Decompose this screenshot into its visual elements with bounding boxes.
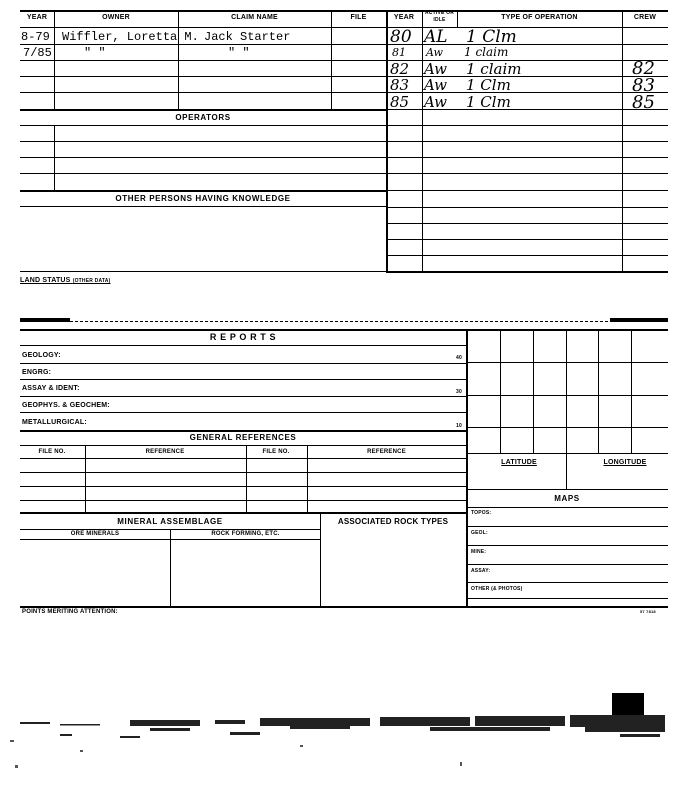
maps-topos: TOPOS: xyxy=(471,510,492,516)
row-line xyxy=(466,598,668,599)
divider-mineral xyxy=(170,529,171,606)
points-meriting-label: POINTS MERITING ATTENTION: xyxy=(22,609,118,615)
op-row-3-status: Aw xyxy=(424,60,447,78)
report-assay: ASSAY & IDENT: xyxy=(22,385,80,392)
op-row-1-type: 1 Clm xyxy=(466,27,517,47)
row-line xyxy=(20,512,466,514)
op-row-1-status: AL xyxy=(424,27,448,47)
maps-other: OTHER (& PHOTOS) xyxy=(471,586,523,592)
associated-rock-types-label: ASSOCIATED ROCK TYPES xyxy=(337,517,449,526)
row-line xyxy=(386,157,668,158)
grid-row xyxy=(466,427,668,428)
row-line xyxy=(466,582,668,583)
maps-mine: MINE: xyxy=(471,549,487,555)
grid-col xyxy=(566,329,567,453)
row-line xyxy=(386,223,668,224)
row-line xyxy=(20,345,466,346)
divider-ref xyxy=(246,445,247,512)
land-status-subtext: (OTHER DATA) xyxy=(72,278,111,284)
row-line xyxy=(20,76,386,77)
op-row-2-status: Aw xyxy=(426,46,443,59)
row-line xyxy=(20,157,386,158)
maps-geol: GEOL: xyxy=(471,530,488,536)
row-line xyxy=(20,412,466,413)
rock-forming-label: ROCK FORMING, ETC. xyxy=(211,531,280,537)
header-type-operation: TYPE OF OPERATION xyxy=(501,14,578,21)
header-owner: OWNER xyxy=(102,14,130,21)
row-line xyxy=(20,458,466,459)
row-line xyxy=(20,472,466,473)
header-bottom-line xyxy=(20,27,668,28)
ref-file-no: FILE NO. xyxy=(38,449,66,455)
owner-row-1-owner: Wiffler, Loretta M. xyxy=(62,30,199,44)
op-row-3-crew: 82 xyxy=(632,58,655,79)
longitude-label: LONGITUDE xyxy=(603,459,647,466)
owner-row-1-year: 8-79 xyxy=(21,30,50,44)
divider-ref xyxy=(85,445,86,512)
row-line xyxy=(20,445,466,446)
report-num-10: 10 xyxy=(456,423,462,429)
ref-reference: REFERENCE xyxy=(145,449,185,455)
grid-col xyxy=(631,329,632,453)
report-geology: GEOLOGY: xyxy=(22,352,61,359)
form-number: 57 7818 xyxy=(640,609,656,614)
operators-title: OPERATORS xyxy=(175,113,231,122)
header-year2: YEAR xyxy=(393,14,415,21)
row-line xyxy=(20,60,386,61)
row-line xyxy=(20,109,386,111)
row-line xyxy=(466,507,668,508)
owner-row-1-claim: Jack Starter xyxy=(204,30,291,44)
grid-col xyxy=(598,329,599,453)
row-line xyxy=(386,239,668,240)
op-row-2-year: 81 xyxy=(392,46,406,59)
row-line xyxy=(386,271,668,273)
grid-col xyxy=(500,329,501,453)
owner-row-2-year: 7/85 xyxy=(23,46,52,60)
op-row-3-year: 82 xyxy=(390,60,410,78)
op-row-5-crew: 85 xyxy=(632,92,655,113)
row-line xyxy=(20,44,386,45)
op-row-3-type: 1 claim xyxy=(466,60,522,78)
row-line xyxy=(20,173,386,174)
grid-row xyxy=(466,453,668,454)
report-metallurgical: METALLURGICAL: xyxy=(22,419,87,426)
header-crew: CREW xyxy=(633,14,657,21)
row-line xyxy=(20,190,386,192)
report-num-30: 30 xyxy=(456,389,462,395)
op-row-4-type: 1 Clm xyxy=(466,76,511,94)
top-border xyxy=(20,10,668,12)
op-row-1-year: 80 xyxy=(390,27,412,47)
row-line xyxy=(20,396,466,397)
ref-file-no-2: FILE NO. xyxy=(262,449,290,455)
land-status-label xyxy=(20,277,110,284)
header-active-idle: ACTIVE OR IDLE xyxy=(424,10,455,23)
row-line xyxy=(386,207,668,208)
row-line xyxy=(386,141,668,142)
row-line xyxy=(20,141,386,142)
row-line xyxy=(466,526,668,527)
ref-reference-2: REFERENCE xyxy=(367,449,406,455)
row-line xyxy=(20,206,386,207)
header-file: FILE xyxy=(350,14,367,21)
bottom-border xyxy=(20,606,668,608)
row-line xyxy=(20,92,386,93)
row-line xyxy=(20,486,466,487)
op-row-5-type: 1 Clm xyxy=(466,93,511,111)
divider-latlong xyxy=(566,453,567,489)
report-geophys: GEOPHYS. & GEOCHEM: xyxy=(22,402,110,409)
reports-top-line xyxy=(20,321,668,322)
report-engrg: ENGRG: xyxy=(22,369,52,376)
row-line xyxy=(466,545,668,546)
row-line xyxy=(386,255,668,256)
other-persons-title: OTHER PERSONS HAVING KNOWLEDGE xyxy=(115,194,291,203)
op-row-5-year: 85 xyxy=(390,93,410,111)
op-row-5-status: Aw xyxy=(424,93,447,111)
row-line xyxy=(20,125,386,126)
scan-artifact xyxy=(0,690,678,780)
grid-row xyxy=(466,395,668,396)
row-line xyxy=(466,489,668,490)
row-line xyxy=(20,379,466,380)
op-row-4-crew: 83 xyxy=(632,75,655,96)
ore-minerals-label: ORE MINERALS xyxy=(70,531,120,537)
grid-row xyxy=(466,362,668,363)
reports-top-border xyxy=(20,329,668,331)
land-status-text: LAND STATUS xyxy=(20,277,71,284)
row-line xyxy=(386,173,668,174)
general-references-title: GENERAL REFERENCES xyxy=(189,433,297,442)
op-row-4-status: Aw xyxy=(424,76,447,94)
row-line xyxy=(20,430,466,432)
maps-assay: ASSAY: xyxy=(471,568,491,574)
mineral-assemblage-title: MINERAL ASSEMBLAGE xyxy=(117,517,223,526)
latitude-label: LATITUDE xyxy=(501,459,537,466)
report-num-40: 40 xyxy=(456,355,462,361)
header-claim-name: CLAIM NAME xyxy=(231,14,278,21)
divider-operators xyxy=(54,125,55,191)
op-row-2-type: 1 claim xyxy=(464,45,509,59)
row-line xyxy=(20,271,386,272)
row-line xyxy=(386,125,668,126)
divider-ref xyxy=(307,445,308,512)
row-line xyxy=(386,190,668,191)
row-line xyxy=(466,564,668,565)
op-row-4-year: 83 xyxy=(390,76,410,94)
row-line xyxy=(20,500,466,501)
owner-row-2-owner: " " xyxy=(84,46,106,60)
grid-col xyxy=(533,329,534,453)
maps-title: MAPS xyxy=(554,494,580,503)
header-year: YEAR xyxy=(26,14,48,21)
owner-row-2-claim: " " xyxy=(228,46,250,60)
row-line xyxy=(20,363,466,364)
reports-title: R E P O R T S xyxy=(209,332,277,342)
